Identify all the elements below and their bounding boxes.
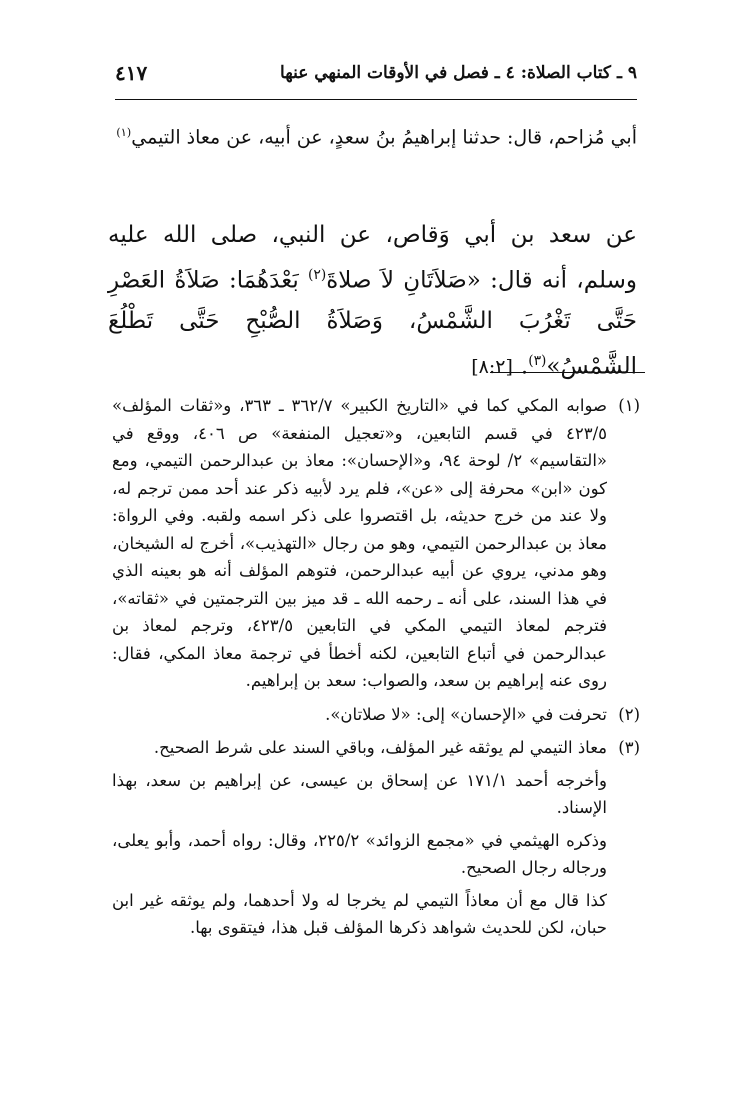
footnote-separator bbox=[490, 372, 645, 373]
hadith-reference: [٨:٢] bbox=[471, 356, 513, 379]
isnad-continuation bbox=[105, 115, 637, 154]
hadith-text bbox=[108, 215, 637, 387]
footnote-number: (٣) bbox=[618, 738, 640, 757]
footnote-ref-1: (١) bbox=[116, 125, 132, 139]
header-rule bbox=[115, 99, 637, 100]
footnote-paragraph: معاذ التيمي لم يوثقه غير المؤلف، وباقي السند على شرط الصحيح. bbox=[153, 738, 607, 757]
footnote-1 bbox=[112, 392, 640, 695]
footnote-number: (٢) bbox=[618, 704, 640, 724]
footnotes bbox=[112, 392, 640, 942]
footnote-ref-2: (٢) bbox=[308, 267, 327, 283]
footnote-2 bbox=[112, 701, 640, 729]
page-header bbox=[115, 55, 637, 95]
hadith-text-part-1: عن سعد بن أبي وَقاص، عن النبي، صلى الله عليه وسلم، أنه قال: «صَلاَتَانِ لاَ صلاةَ bbox=[108, 222, 637, 294]
hadith-text-part-3: . bbox=[520, 353, 529, 380]
footnote-paragraph: وذكره الهيثمي في «مجمع الزوائد» ٢٢٥/٢، وقال: رواه أحمد، وأبو يعلى، ورجاله رجال الصحيح. bbox=[112, 830, 607, 877]
footnote-paragraph: تحرفت في «الإحسان» إلى: «لا صلاتان». bbox=[325, 704, 607, 724]
footnote-ref-3: (٣) bbox=[528, 352, 547, 369]
footnote-number: (١) bbox=[618, 396, 640, 415]
page-number: ٤١٧ bbox=[115, 61, 148, 85]
running-title: ٩ ـ كتاب الصلاة: ٤ ـ فصل في الأوقات المنهي عنها bbox=[280, 63, 637, 83]
footnote-paragraph: كذا قال مع أن معاذاً التيمي لم يخرجا له ولا أحدهما، ولم يوثقه غير ابن حبان، لكن للحديث شواهد ذكرها المؤلف قبل هذا، فيتقوى بها. bbox=[112, 890, 607, 937]
footnote-paragraph: وأخرجه أحمد ١٧١/١ عن إسحاق بن عيسى، عن إبراهيم بن سعد، بهذا الإسناد. bbox=[112, 770, 607, 817]
footnote-3 bbox=[112, 734, 640, 942]
footnote-paragraph: صوابه المكي كما في «التاريخ الكبير» ٣٦٢/٧ ـ ٣٦٣، و«ثقات المؤلف» ٤٢٣/٥ في قسم التابعين، و«تعجيل المنفعة» ص ٤٠٦، ووقع في «التقاسيم» ٢/ لوحة ٩٤، و«الإحسان»: معاذ بن عبدالرحمن التيمي، ومع كون «ابن» محرفة إلى «عن»، فلم يرد لأبيه ذكر عند أحد ممن ترجم له، ولا عند من خرج حديثه، بل اقتصروا على ذكر اسمه ولقبه. وفي الرواة: معاذ بن عبدالرحمن التيمي، وهو من رجال «التهذيب»، أخرج له الشيخان، وهو مدني، يروي عن أبيه عبدالرحمن، فتوهم المؤلف أنه هو بعينه الذي في هذا السند، على أنه ـ رحمه الله ـ قد ميز بين الترجمتين في «ثقاته»، فترجم لمعاذ التيمي المكي في التابعين ٤٢٣/٥، وترجم لمعاذ بن عبدالرحمن في أتباع التابعين، لكنه أخطأ في ترجمة معاذ المكي، فقال: روى عنه إبراهيم بن سعد، والصواب: سعد بن إبراهيم. bbox=[112, 396, 608, 690]
hadith-text-part-2: بَعْدَهُمَا: صَلاَةُ العَصْرِ حَتَّى تَغْرُبَ الشَّمْسُ، وَصَلاَةُ الصُّبْحِ حَتَّى تَطْلُعَ الشَّمْسُ» bbox=[108, 267, 637, 380]
continuation-text: أبي مُزاحم، قال: حدثنا إبراهيمُ بنُ سعدٍ، عن أبيه، عن معاذ التيمي bbox=[131, 126, 637, 149]
